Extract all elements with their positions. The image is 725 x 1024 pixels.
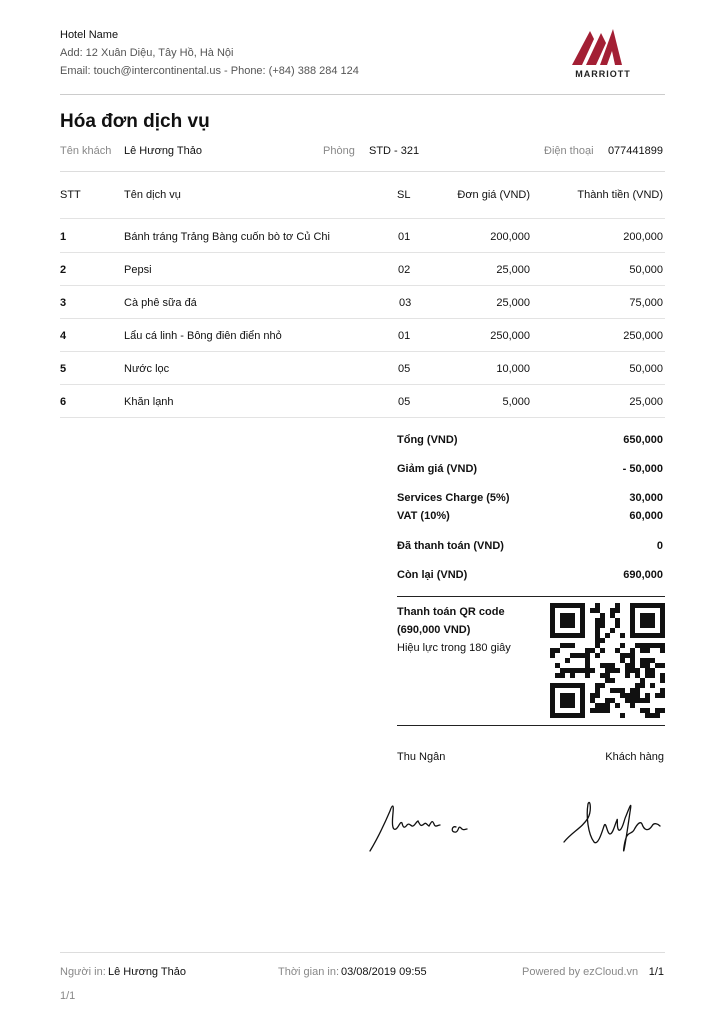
row-name: Khăn lạnh (124, 396, 174, 408)
table-row (60, 384, 665, 418)
row-qty: 01 (398, 330, 411, 342)
row-no: 5 (60, 363, 67, 375)
row-name: Pepsi (124, 264, 152, 276)
row-name: Bánh tráng Trảng Bàng cuốn bò tơ Củ Chi (124, 231, 330, 243)
row-qty: 05 (398, 363, 411, 375)
row-price: 200,000 (490, 231, 530, 243)
hotel-name: Hotel Name (60, 29, 119, 41)
row-total: 50,000 (629, 264, 663, 276)
row-price: 25,000 (496, 297, 530, 309)
row-total: 250,000 (623, 330, 663, 342)
summary-service-label: Services Charge (5%) (397, 492, 510, 504)
row-no: 6 (60, 396, 67, 408)
row-total: 200,000 (623, 231, 663, 243)
qr-validity: Hiệu lực trong 180 giây (397, 642, 511, 654)
summary-vat-value: 60,000 (629, 510, 663, 522)
print-time-label: Thời gian in: (278, 966, 340, 978)
customer-signature (560, 790, 670, 860)
page-number: 1/1 (648, 966, 664, 978)
marriott-logo (568, 25, 638, 81)
col-header-price: Đơn giá (VND) (457, 189, 530, 201)
summary-remaining-value: 690,000 (623, 569, 663, 581)
powered-by: Powered by ezCloud.vn (522, 966, 639, 978)
table-row (60, 318, 665, 352)
table-row (60, 285, 665, 319)
qr-code-icon (550, 603, 665, 718)
qr-title: Thanh toán QR code (397, 606, 505, 618)
cashier-signature (366, 795, 476, 855)
row-qty: 01 (398, 231, 411, 243)
summary-discount-value: - 50,000 (622, 463, 663, 475)
marriott-m-icon (568, 25, 638, 67)
guest-name: Lê Hương Thảo (124, 145, 202, 157)
room-value: STD - 321 (369, 145, 420, 157)
row-price: 5,000 (502, 396, 530, 408)
row-no: 3 (60, 297, 67, 309)
table-row (60, 252, 665, 286)
summary-vat-label: VAT (10%) (397, 510, 450, 522)
row-name: Lẩu cá linh - Bông điên điển nhỏ (124, 330, 282, 342)
page-title: Hóa đơn dịch vụ (60, 111, 210, 132)
row-price: 10,000 (496, 363, 530, 375)
row-total: 75,000 (629, 297, 663, 309)
row-no: 1 (60, 231, 67, 243)
qr-amount: (690,000 VND) (397, 624, 471, 636)
logo-text: MARRIOTT (575, 69, 631, 79)
col-header-name: Tên dịch vụ (124, 189, 181, 201)
summary-service-value: 30,000 (629, 492, 663, 504)
summary-paid-label: Đã thanh toán (VND) (397, 540, 504, 552)
phone-label: Điện thoại (544, 145, 594, 157)
print-time: 03/08/2019 09:55 (341, 966, 427, 978)
row-qty: 03 (399, 297, 412, 309)
customer-label: Khách hàng (605, 751, 664, 763)
hotel-contact: Email: touch@intercontinental.us - Phone: (+84) 388 284 124 (60, 65, 359, 77)
table-row (60, 351, 665, 385)
printer-label: Người in: (60, 966, 106, 978)
row-total: 25,000 (629, 396, 663, 408)
summary-paid-value: 0 (656, 540, 663, 552)
row-price: 250,000 (490, 330, 530, 342)
row-name: Nước lọc (124, 363, 170, 375)
col-header-qty: SL (397, 189, 411, 201)
summary-total-value: 650,000 (623, 434, 663, 446)
guest-label: Tên khách (60, 145, 112, 157)
row-price: 25,000 (496, 264, 530, 276)
col-header-stt: STT (60, 189, 81, 201)
printer-name: Lê Hương Thảo (108, 966, 186, 978)
summary-discount-label: Giảm giá (VND) (397, 463, 478, 475)
row-total: 50,000 (629, 363, 663, 375)
row-qty: 02 (398, 264, 411, 276)
row-name: Cà phê sữa đá (124, 297, 197, 309)
qr-code[interactable] (550, 603, 665, 718)
hotel-address: Add: 12 Xuân Diệu, Tây Hồ, Hà Nội (60, 47, 234, 59)
table-row (60, 219, 665, 253)
phone-value: 077441899 (607, 145, 663, 157)
row-qty: 05 (398, 396, 411, 408)
summary-total-label: Tổng (VND) (397, 434, 458, 446)
summary-remaining-label: Còn lại (VND) (397, 569, 468, 581)
room-label: Phòng (323, 145, 355, 157)
cashier-label: Thu Ngân (397, 751, 446, 763)
page-number-bottom: 1/1 (60, 990, 76, 1002)
row-no: 2 (60, 264, 67, 276)
col-header-total: Thành tiền (VND) (577, 189, 663, 201)
row-no: 4 (60, 330, 67, 342)
